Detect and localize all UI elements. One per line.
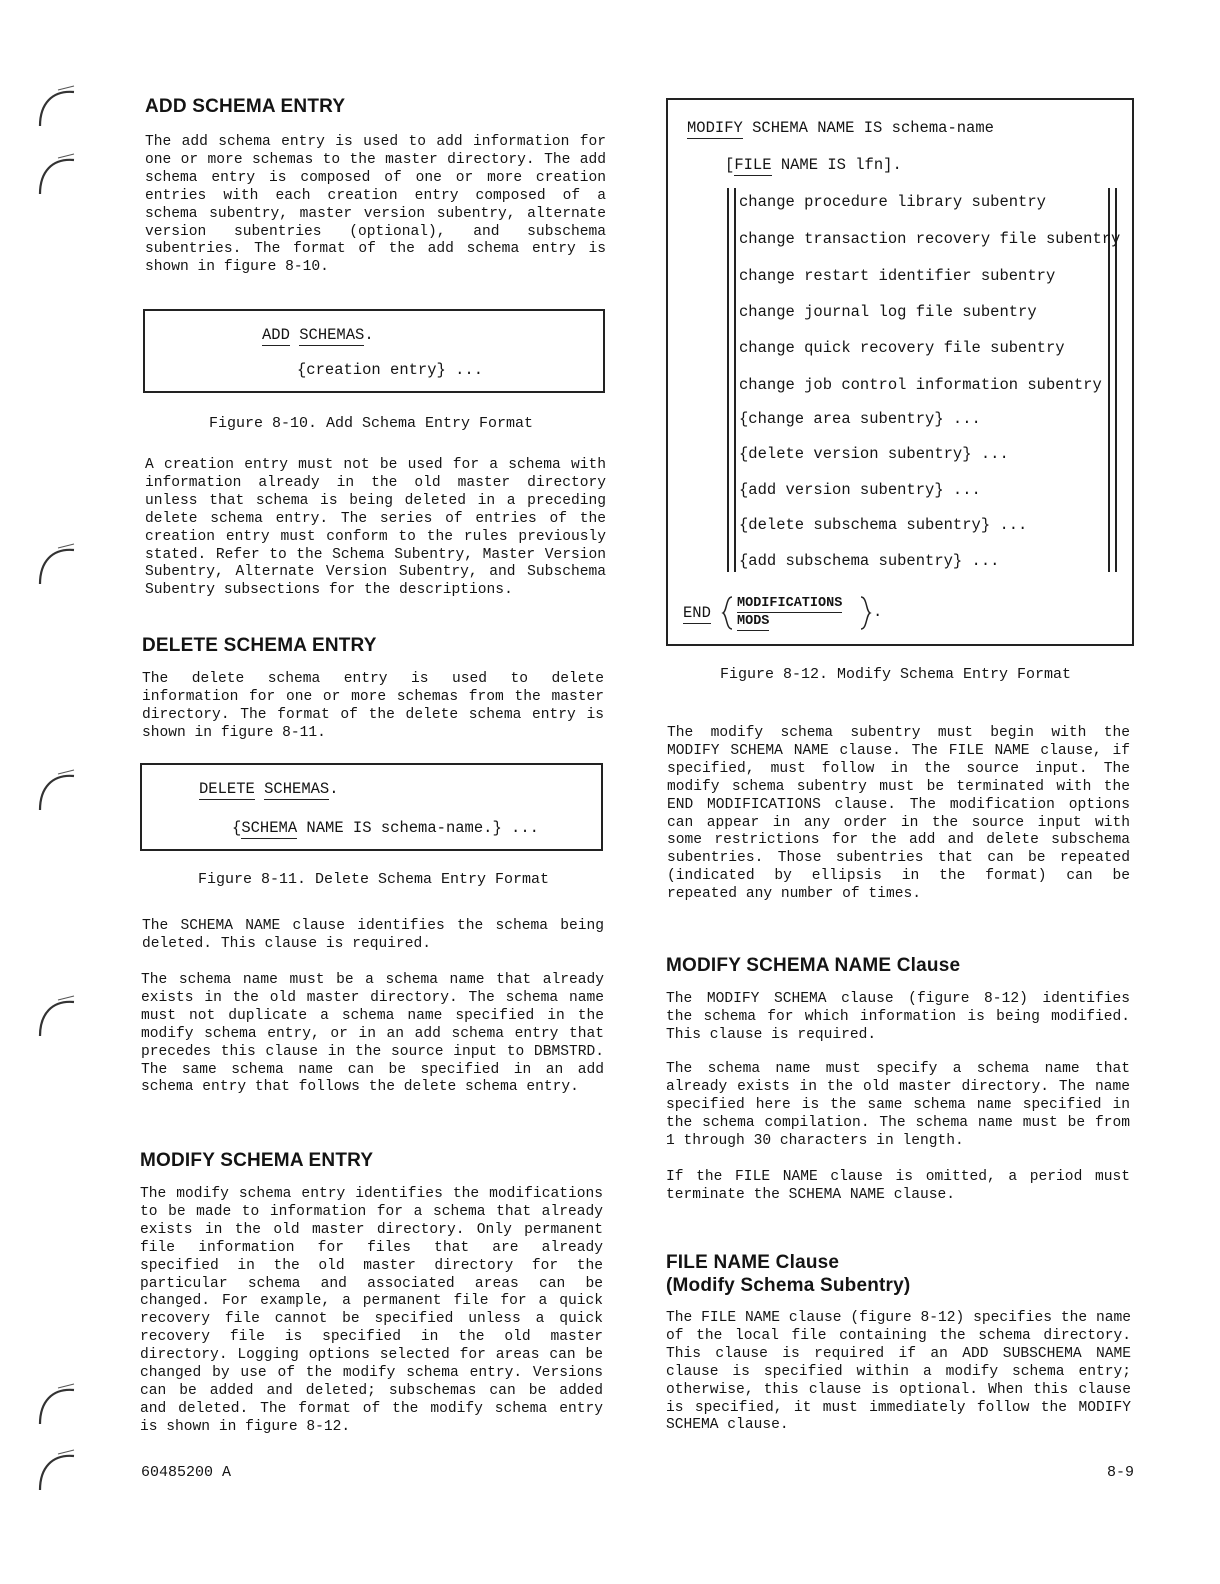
hole-punch-mark <box>34 1446 82 1494</box>
creation-entry-line: {creation entry} ... <box>297 361 484 379</box>
modify-schema-paragraph: The modify schema entry identifies the modifications to be made to information for a schema that already exists in the old master directory. Only permanent file information for files that are already specified in the old master directory for the particular schema and associated areas can be changed. For example, a permanent file for a quick recovery file cannot be specified unless a quick recovery file is specified in the old master directory. Logging options selected for areas can be changed by use of the modify schema entry. Versions can be added and deleted; subschemas can be added and deleted. The format of the modify schema entry is shown in figure 8-12. <box>140 1186 603 1435</box>
hole-punch-mark <box>34 82 82 130</box>
creation-entry-paragraph: A creation entry must not be used for a schema with information already in the old master directory unless that schema is being deleted in a preceding delete schema entry. The series of entries of the creation entry must conform to the rules previously stated. Refer to the Schema Subentry, Master Version Subentry, Alternate Version Subentry, and Subschema Subentry subsections for the descriptions. <box>145 457 606 599</box>
period: . <box>364 326 374 344</box>
msn-paragraph-3: If the FILE NAME clause is omitted, a period must terminate the SCHEMA NAME clause. <box>666 1169 1130 1203</box>
option-delete-version: {delete version subentry} ... <box>739 445 1009 463</box>
file-line-rest: NAME IS lfn]. <box>771 156 902 174</box>
schema-name-paragraph-2: The schema name must be a schema name that already exists in the old master directory. The schema name must not duplicate a schema name specified in the modify schema entry, or in an add schema entry that precedes this clause in the source input to DBMSTRD. The same schema name can be specified in an add schema entry that follows the delete schema entry. <box>141 972 604 1096</box>
delete-keyword: DELETE <box>199 780 255 798</box>
end-keyword: END <box>683 604 711 622</box>
open-bracket: [ <box>725 156 735 174</box>
mods-keyword: MODS <box>737 614 770 629</box>
hole-punch-mark <box>34 766 82 814</box>
modify-keyword: MODIFY <box>687 119 743 137</box>
hole-punch-mark <box>34 1380 82 1428</box>
figure-8-12-caption: Figure 8-12. Modify Schema Entry Format <box>720 666 1072 683</box>
left-brace-bar <box>727 188 729 572</box>
option-change-transaction-recovery: change transaction recovery file subentry <box>739 230 1121 248</box>
add-schema-paragraph: The add schema entry is used to add information for one or more schemas to the master directory. The add schema entry is composed of one or more creation entries with each creation entry composed of a schema subentry, master version subentry, alternate version subentries (optional), and subschema subentries. The format of the add schema entry is shown in figure 8-10. <box>145 134 606 276</box>
file-name-line <box>725 156 902 174</box>
file-name-paragraph: The FILE NAME clause (figure 8-12) specifies the name of the local file containing the schema directory. This clause is required if an ADD SUBSCHEMA NAME clause is specified within a modify schema entry; otherwise, this clause is optional. When this clause is specified, it must immediately follow the MODIFY SCHEMA clause. <box>666 1310 1131 1434</box>
file-keyword: FILE <box>734 156 772 174</box>
schema-name-paragraph-1: The SCHEMA NAME clause identifies the schema being deleted. This clause is required. <box>142 918 604 952</box>
delete-schemas-line <box>199 780 339 798</box>
modify-schema-name-line <box>687 119 994 137</box>
open-brace: { <box>232 819 242 837</box>
figure-8-12-box <box>666 98 1134 646</box>
add-keyword: ADD <box>262 326 290 344</box>
document-number: 60485200 A <box>141 1464 232 1481</box>
page-number: 8-9 <box>1107 1464 1135 1481</box>
option-add-subschema: {add subschema subentry} ... <box>739 552 1000 570</box>
hole-punch-mark <box>34 992 82 1040</box>
schemas-keyword: SCHEMAS <box>264 780 330 798</box>
figure-8-11-caption: Figure 8-11. Delete Schema Entry Format <box>198 871 550 888</box>
end-period: . <box>873 603 883 621</box>
option-change-procedure-library: change procedure library subentry <box>739 193 1046 211</box>
left-brace-icon <box>721 596 735 630</box>
schema-name-line <box>232 819 539 837</box>
schema-keyword: SCHEMA <box>241 819 298 837</box>
add-schema-heading: ADD SCHEMA ENTRY <box>145 96 346 117</box>
hole-punch-mark <box>34 540 82 588</box>
modifications-keyword: MODIFICATIONS <box>737 596 843 611</box>
end-options-stack <box>737 595 842 630</box>
file-name-clause-subheading: (Modify Schema Subentry) <box>666 1275 911 1296</box>
delete-schema-paragraph: The delete schema entry is used to delete information for one or more schemas from the master directory. The format of the delete schema entry is shown in figure 8-11. <box>142 671 604 741</box>
option-change-job-control: change job control information subentry <box>739 376 1102 394</box>
option-change-journal-log: change journal log file subentry <box>739 303 1037 321</box>
figure-8-11-box <box>140 763 603 851</box>
msn-paragraph-2: The schema name must specify a schema name that already exists in the old master directory. The name specified here is the same schema name specified in the schema compilation. The schema name must be from 1 through 30 characters in length. <box>666 1061 1130 1149</box>
msn-paragraph-1: The MODIFY SCHEMA clause (figure 8-12) identifies the schema for which information is being modified. This clause is required. <box>666 991 1130 1043</box>
option-delete-subschema: {delete subschema subentry} ... <box>739 516 1028 534</box>
file-name-clause-heading: FILE NAME Clause <box>666 1252 840 1273</box>
left-brace-bar <box>734 188 736 572</box>
modify-schema-name-clause-heading: MODIFY SCHEMA NAME Clause <box>666 955 961 976</box>
schema-name-rest: NAME IS schema-name.} ... <box>297 819 539 837</box>
add-schemas-line <box>262 326 374 344</box>
delete-schema-heading: DELETE SCHEMA ENTRY <box>142 635 377 656</box>
option-change-area: {change area subentry} ... <box>739 410 981 428</box>
hole-punch-mark <box>34 150 82 198</box>
period: . <box>329 780 339 798</box>
modify-subentry-paragraph: The modify schema subentry must begin with the MODIFY SCHEMA NAME clause. The FILE NAME clause, if specified, must follow in the source input. The modify schema subentry must be terminated with the END MODIFICATIONS clause. The modification options can appear in any order in the source input with some restrictions for the add and delete subschema subentries. Those subentries that can be repeated (indicated by ellipsis in the format) can be repeated any number of times. <box>667 725 1130 903</box>
right-brace-icon <box>858 596 872 630</box>
schemas-keyword: SCHEMAS <box>299 326 365 344</box>
modify-schema-heading: MODIFY SCHEMA ENTRY <box>140 1150 374 1171</box>
option-change-quick-recovery: change quick recovery file subentry <box>739 339 1065 357</box>
figure-8-10-box <box>143 309 605 393</box>
modify-line-rest: SCHEMA NAME IS schema-name <box>742 119 994 137</box>
option-change-restart-identifier: change restart identifier subentry <box>739 267 1056 285</box>
option-add-version: {add version subentry} ... <box>739 481 981 499</box>
figure-8-10-caption: Figure 8-10. Add Schema Entry Format <box>209 415 534 432</box>
